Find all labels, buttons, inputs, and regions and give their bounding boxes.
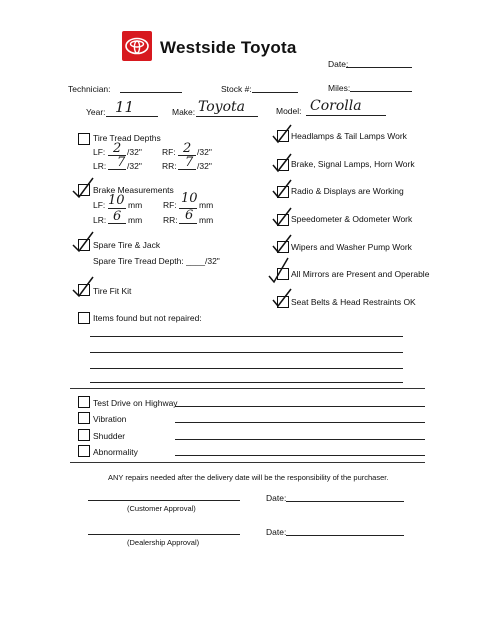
notes-line[interactable] <box>90 382 403 383</box>
shudder-label: Shudder <box>93 431 126 441</box>
date-field[interactable] <box>346 67 412 68</box>
dealer-name: Westside Toyota <box>160 38 297 57</box>
test-drive-line[interactable] <box>175 406 425 407</box>
tread-lf-value: 2 <box>113 141 122 156</box>
right-check-label-5: Wipers and Washer Pump Work <box>291 242 412 252</box>
tread-lr-unit: /32" <box>127 161 142 171</box>
notes-line[interactable] <box>90 336 403 337</box>
miles-field[interactable] <box>350 91 412 92</box>
brake-rr-label: RR: <box>163 215 178 225</box>
tire-tread-checkbox[interactable] <box>78 133 90 145</box>
tread-lr-label: LR: <box>93 161 107 171</box>
make-value: Toyota <box>198 99 245 115</box>
brake-rr-field[interactable] <box>179 223 197 224</box>
tread-lf-unit: /32" <box>127 147 142 157</box>
tread-rr-label: RR: <box>162 161 177 171</box>
miles-label: Miles: <box>328 83 351 93</box>
notes-line[interactable] <box>90 352 403 353</box>
items-not-repaired-label: Items found but not repaired: <box>93 313 202 323</box>
year-label: Year: <box>86 107 106 117</box>
technician-label: Technician: <box>68 84 111 94</box>
dealership-approval-label: (Dealership Approval) <box>127 538 200 547</box>
dealership-date-line[interactable] <box>286 535 404 536</box>
brake-measurements-label: Brake Measurements <box>93 185 174 195</box>
customer-approval-label: (Customer Approval) <box>127 504 196 513</box>
make-label: Make: <box>172 107 196 117</box>
shudder-line[interactable] <box>175 439 425 440</box>
brake-rf-label: RF: <box>163 200 177 210</box>
abnormality-line[interactable] <box>175 455 425 456</box>
vibration-checkbox[interactable] <box>78 412 90 424</box>
brake-lr-unit: mm <box>128 215 143 225</box>
section-divider <box>70 388 425 389</box>
technician-field[interactable] <box>120 92 182 93</box>
model-field[interactable] <box>306 115 386 116</box>
toyota-logo-icon <box>122 31 152 61</box>
spare-depth-label: Spare Tire Tread Depth: ____/32" <box>93 256 220 266</box>
brake-rr-unit: mm <box>199 215 214 225</box>
date-label: Date: <box>328 59 349 69</box>
brake-lr-value: 6 <box>113 209 122 224</box>
customer-signature-line[interactable] <box>88 500 240 501</box>
make-field[interactable] <box>196 116 258 117</box>
tire-fit-kit-label: Tire Fit Kit <box>93 286 132 296</box>
year-field[interactable] <box>106 116 158 117</box>
tire-tread-label: Tire Tread Depths <box>93 133 161 143</box>
brake-lf-label: LF: <box>93 200 106 210</box>
date-label-1: Date: <box>266 493 287 503</box>
tread-rr-value: 7 <box>185 155 194 170</box>
tread-rf-value: 2 <box>183 141 192 156</box>
vibration-line[interactable] <box>175 422 425 423</box>
abnormality-checkbox[interactable] <box>78 445 90 457</box>
test-drive-checkbox[interactable] <box>78 396 90 408</box>
model-label: Model: <box>276 106 302 116</box>
right-check-label-7: Seat Belts & Head Restraints OK <box>291 297 416 307</box>
vibration-label: Vibration <box>93 414 127 424</box>
right-check-label-6: All Mirrors are Present and Operable <box>291 269 430 279</box>
stock-label: Stock #: <box>221 84 252 94</box>
abnormality-label: Abnormality <box>93 447 138 457</box>
tread-rf-unit: /32" <box>197 147 212 157</box>
brake-lf-value: 10 <box>108 193 125 208</box>
tread-rf-label: RF: <box>162 147 176 157</box>
tread-lr-value: 7 <box>117 155 126 170</box>
year-value: 11 <box>115 98 135 116</box>
date-label-2: Date: <box>266 527 287 537</box>
brake-rr-value: 6 <box>185 208 194 223</box>
spare-tire-label: Spare Tire & Jack <box>93 240 161 250</box>
stock-field[interactable] <box>252 92 298 93</box>
brake-lf-unit: mm <box>128 200 143 210</box>
section-divider <box>70 462 425 463</box>
model-value: Corolla <box>310 98 362 114</box>
dealership-signature-line[interactable] <box>88 534 240 535</box>
brake-rf-value: 10 <box>181 191 198 206</box>
check-mark-icon <box>266 256 292 284</box>
right-check-label-1: Headlamps & Tail Lamps Work <box>291 131 407 141</box>
test-drive-label: Test Drive on Highway <box>93 398 178 408</box>
disclaimer-text: ANY repairs needed after the delivery date will be the responsibility of the purchaser. <box>108 473 389 482</box>
brake-rf-unit: mm <box>199 200 214 210</box>
notes-line[interactable] <box>90 368 403 369</box>
shudder-checkbox[interactable] <box>78 429 90 441</box>
customer-date-line[interactable] <box>286 501 404 502</box>
tread-rr-unit: /32" <box>197 161 212 171</box>
right-check-label-4: Speedometer & Odometer Work <box>291 214 413 224</box>
right-check-label-3: Radio & Displays are Working <box>291 186 404 196</box>
items-not-repaired-checkbox[interactable] <box>78 312 90 324</box>
brake-lr-label: LR: <box>93 215 107 225</box>
tread-lf-label: LF: <box>93 147 106 157</box>
right-check-label-2: Brake, Signal Lamps, Horn Work <box>291 159 415 169</box>
